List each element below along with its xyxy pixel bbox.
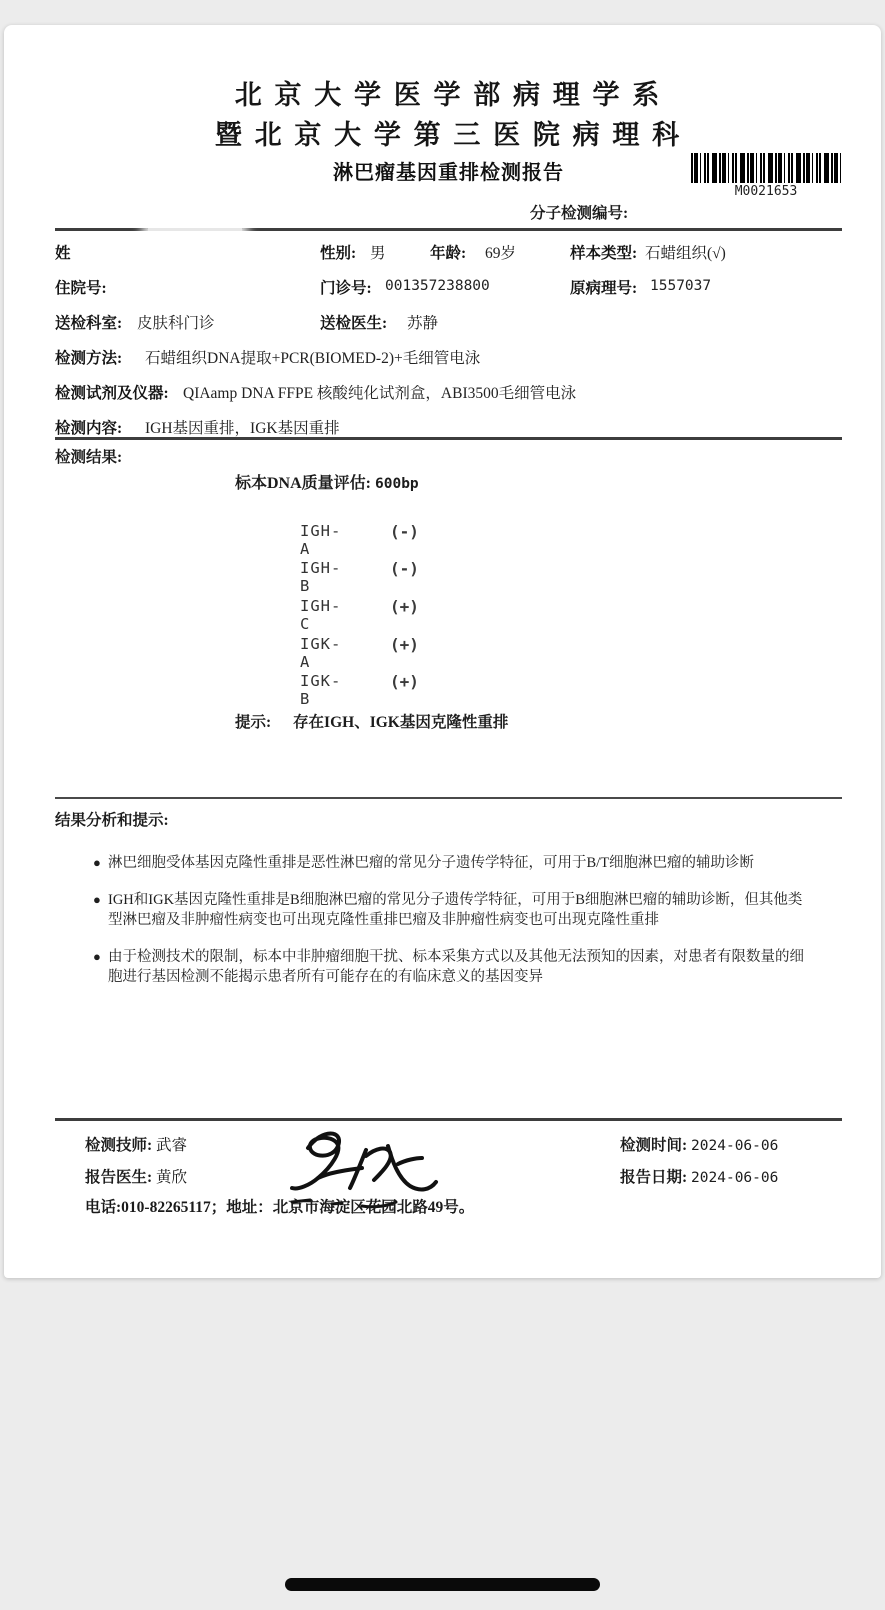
ref-doctor-label: 送检医生: — [320, 315, 388, 332]
home-indicator-bar[interactable] — [285, 1578, 600, 1591]
outpatient-no-value: 001357238800 — [385, 278, 490, 294]
gene-result: (-) — [390, 559, 419, 578]
age-label: 年龄: — [430, 245, 467, 262]
reagent-row — [55, 381, 842, 415]
hint-label: 提示: — [235, 714, 272, 731]
analysis-section-label: 结果分析和提示: — [55, 812, 169, 829]
divider-results — [55, 437, 842, 440]
molecular-test-id-label: 分子检测编号: — [530, 205, 629, 222]
hint-line — [235, 710, 508, 732]
dna-quality-value: 600bp — [375, 476, 419, 492]
dept-label: 送检科室: — [55, 315, 123, 332]
pathology-no-value: 1557037 — [650, 278, 712, 294]
report-page — [4, 25, 881, 1278]
bullet-icon: ● — [93, 892, 101, 907]
gene-name: IGH-B — [300, 559, 342, 595]
technician-label: 检测技师: — [85, 1137, 153, 1154]
dna-quality-label: 标本DNA质量评估: — [235, 475, 371, 492]
gender-value: 男 — [370, 245, 386, 262]
test-time-value: 2024-06-06 — [691, 1138, 779, 1154]
method-value: 石蜡组织DNA提取+PCR(BIOMED-2)+毛细管电泳 — [145, 350, 481, 367]
report-doctor-line — [85, 1165, 187, 1187]
gene-result: (-) — [390, 522, 419, 541]
bullet-icon: ● — [93, 855, 101, 870]
dept-value: 皮肤科门诊 — [137, 315, 215, 332]
technician-line — [85, 1133, 187, 1155]
barcode-icon — [691, 153, 841, 183]
bullet-text: 由于检测技术的限制，标本中非肿瘤细胞干扰、标本采集方式以及其他无法预知的因素，对患者有限数量的细胞进行基因检测不能揭示患者所有可能存在的有临床意义的基因变异 — [108, 949, 804, 985]
analysis-bullet — [93, 947, 813, 987]
age-value: 69岁 — [485, 245, 517, 262]
inpatient-no-label: 住院号: — [55, 280, 107, 297]
gene-result: (+) — [390, 635, 419, 654]
analysis-bullet — [93, 890, 813, 930]
gene-name: IGH-C — [300, 597, 342, 633]
divider-analysis — [55, 797, 842, 799]
analysis-bullets — [93, 853, 813, 1004]
test-time-line — [620, 1133, 778, 1155]
patient-row-1 — [55, 241, 842, 275]
report-title: 淋巴瘤基因重排检测报告 — [333, 162, 564, 184]
bullet-text: IGH和IGK基因克隆性重排是B细胞淋巴瘤的常见分子遗传学特征，可用于B细胞淋巴瘤的辅助诊断，但其他类型淋巴瘤及非肿瘤性病变也可出现克隆性重排巴瘤及非肿瘤性病变也可出现克隆性重排 — [108, 892, 803, 928]
gender-label: 性别: — [320, 245, 357, 262]
org-name-line1: 北 京 大 学 医 学 部 病 理 学 系 — [234, 80, 663, 110]
outpatient-no-label: 门诊号: — [320, 280, 372, 297]
technician-value: 武睿 — [156, 1137, 188, 1154]
gene-name: IGK-A — [300, 635, 342, 671]
gene-name: IGK-B — [300, 672, 342, 708]
reagent-label: 检测试剂及仪器: — [55, 385, 169, 402]
gene-name: IGH-A — [300, 522, 342, 558]
test-time-label: 检测时间: — [620, 1137, 688, 1154]
bullet-text: 淋巴细胞受体基因克隆性重排是恶性淋巴瘤的常见分子遗传学特征，可用于B/T细胞淋巴瘤的辅助诊断 — [108, 855, 755, 871]
hint-value: 存在IGH、IGK基因克隆性重排 — [293, 714, 509, 731]
org-name-line2: 暨 北 京 大 学 第 三 医 院 病 理 科 — [214, 120, 683, 150]
analysis-bullet — [93, 853, 813, 873]
report-content — [55, 25, 842, 1278]
dna-quality-line — [235, 470, 419, 493]
method-row — [55, 346, 842, 380]
results-section-label: 检测结果: — [55, 449, 123, 466]
sample-type-value: 石蜡组织(√) — [645, 245, 726, 262]
reagent-value: QIAamp DNA FFPE 核酸纯化试剂盒，ABI3500毛细管电泳 — [183, 385, 577, 402]
patient-row-2 — [55, 276, 842, 310]
report-date-value: 2024-06-06 — [691, 1170, 779, 1186]
patient-row-3 — [55, 311, 842, 345]
barcode-number: M0021653 — [734, 184, 798, 199]
bullet-icon: ● — [93, 949, 101, 964]
method-label: 检测方法: — [55, 350, 123, 367]
report-date-label: 报告日期: — [620, 1169, 688, 1186]
report-doctor-label: 报告医生: — [85, 1169, 153, 1186]
barcode-block — [690, 153, 842, 199]
report-doctor-value: 黄欣 — [156, 1169, 188, 1186]
sample-type-label: 样本类型: — [570, 245, 638, 262]
content-row — [55, 416, 842, 450]
test-content-label: 检测内容: — [55, 420, 123, 437]
pathology-no-label: 原病理号: — [570, 280, 638, 297]
gene-result: (+) — [390, 672, 419, 691]
report-date-line — [620, 1165, 778, 1187]
name-label: 姓 — [55, 245, 71, 262]
test-content-value: IGH基因重排，IGK基因重排 — [145, 420, 340, 437]
contact-line: 电话:010-82265117；地址：北京市海淀区花园北路49号。 — [85, 1199, 475, 1216]
gene-result: (+) — [390, 597, 419, 616]
ref-doctor-value: 苏静 — [407, 315, 439, 332]
